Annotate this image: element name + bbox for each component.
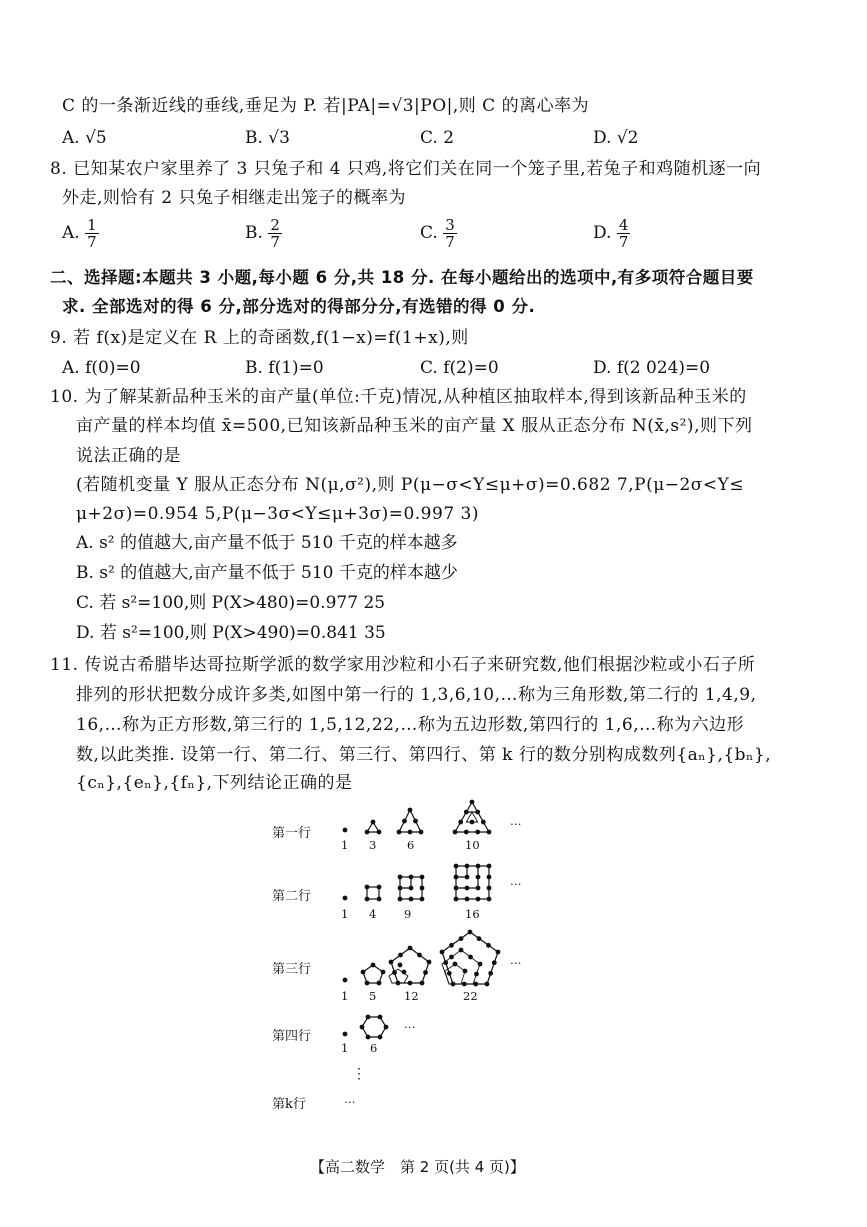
figure-row-label-k: 第k行 bbox=[272, 1097, 306, 1112]
q8-option-a-denominator: 7 bbox=[87, 233, 97, 251]
q7-option-d: D. √2 bbox=[593, 128, 639, 148]
q10-option-c: C. 若 s²=100,则 P(X>480)=0.977 25 bbox=[76, 593, 386, 613]
pentagon-22 bbox=[440, 930, 500, 986]
q11-stem-line3: 16,…称为正方形数,第三行的 1,5,12,22,…称为五边形数,第四行的 1,6,…称为六边形 bbox=[76, 715, 745, 735]
q11-stem-line1: 11. 传说古希腊毕达哥拉斯学派的数学家用沙粒和小石子来研究数,他们根据沙粒或小石子所 bbox=[50, 655, 756, 675]
q7-option-b: B. √3 bbox=[245, 128, 290, 148]
hexagon-1 bbox=[343, 1032, 347, 1036]
q10-option-d: D. 若 s²=100,则 P(X>490)=0.841 35 bbox=[76, 623, 386, 643]
q11-stem-line2: 排列的形状把数分成许多类,如图中第一行的 1,3,6,10,…称为三角形数,第二行的 1,4,9, bbox=[76, 685, 757, 705]
q11-stem-line4: 数,以此类推. 设第一行、第二行、第三行、第四行、第 k 行的数分别构成数列{aₙ},{bₙ}, bbox=[76, 745, 772, 765]
row1-ellipsis: … bbox=[510, 814, 522, 828]
q10-note-line2: μ+2σ)=0.954 5,P(μ−3σ<Y≤μ+3σ)=0.997 3) bbox=[76, 504, 479, 524]
q8-option-d-denominator: 7 bbox=[618, 233, 629, 251]
pentagon-5 bbox=[361, 963, 385, 985]
row3-number-1: 1 bbox=[341, 989, 349, 1003]
figure-row-label-3: 第三行 bbox=[272, 962, 312, 977]
q9-option-b: B. f(1)=0 bbox=[245, 358, 324, 378]
row1-number-4: 10 bbox=[465, 838, 480, 852]
row1-number-3: 6 bbox=[407, 838, 415, 852]
q8-option-c-numerator: 3 bbox=[445, 216, 455, 234]
q10-stem-line2: 亩产量的样本均值 x̄=500,已知该新品种玉米的亩产量 X 服从正态分布 N(x̄,s²),则下列 bbox=[76, 416, 753, 436]
row3-number-4: 22 bbox=[463, 989, 478, 1003]
row2-number-3: 9 bbox=[404, 907, 412, 921]
row4-ellipsis: … bbox=[404, 1017, 416, 1031]
q8-option-a-numerator: 1 bbox=[87, 216, 97, 234]
q10-stem-line1: 10. 为了解某新品种玉米的亩产量(单位:千克)情况,从种植区抽取样本,得到该新品种玉米的 bbox=[50, 387, 747, 407]
triangle-10 bbox=[453, 800, 491, 834]
figure-row-label-2: 第二行 bbox=[272, 889, 312, 904]
row1-number-2: 3 bbox=[369, 838, 377, 852]
q10-option-b: B. s² 的值越大,亩产量不低于 510 千克的样本越少 bbox=[76, 563, 458, 583]
row4-number-2: 6 bbox=[370, 1041, 378, 1055]
q9-stem: 9. 若 f(x)是定义在 R 上的奇函数,f(1−x)=f(1+x),则 bbox=[50, 328, 469, 348]
row3-number-2: 5 bbox=[369, 989, 377, 1003]
square-1 bbox=[343, 896, 347, 900]
row3-ellipsis: … bbox=[510, 953, 522, 967]
figure-row-label-1: 第一行 bbox=[272, 826, 312, 841]
pentagon-1 bbox=[343, 978, 347, 982]
figure-vertical-dots: ⋮ bbox=[352, 1066, 366, 1082]
q8-option-d-label: D. bbox=[593, 223, 612, 243]
q10-option-a: A. s² 的值越大,亩产量不低于 510 千克的样本越多 bbox=[76, 533, 458, 553]
q7-stem-continuation: C 的一条渐近线的垂线,垂足为 P. 若|PA|=√3|PO|,则 C 的离心率为 bbox=[62, 96, 590, 116]
page-footer: 【高二数学 第 2 页(共 4 页)】 bbox=[310, 1158, 525, 1176]
figure-row-label-4: 第四行 bbox=[272, 1029, 312, 1044]
square-4 bbox=[365, 885, 381, 901]
q8-option-b-denominator: 7 bbox=[270, 233, 280, 251]
hexagon-6 bbox=[360, 1015, 388, 1039]
row1-number-1: 1 bbox=[341, 838, 349, 852]
q8-option-b-label: B. bbox=[245, 223, 263, 243]
q9-option-c: C. f(2)=0 bbox=[420, 358, 499, 378]
row2-ellipsis: … bbox=[510, 874, 522, 888]
q7-option-a: A. √5 bbox=[62, 128, 107, 148]
row2-number-1: 1 bbox=[341, 907, 349, 921]
row4-number-1: 1 bbox=[341, 1041, 349, 1055]
q8-option-c-denominator: 7 bbox=[445, 233, 455, 251]
section2-header-line2: 求. 全部选对的得 6 分,部分选对的得部分分,有选错的得 0 分. bbox=[62, 297, 536, 316]
q9-option-d: D. f(2 024)=0 bbox=[593, 358, 711, 378]
row2-number-4: 16 bbox=[465, 907, 480, 921]
q7-option-c: C. 2 bbox=[420, 128, 455, 148]
q8-option-b-numerator: 2 bbox=[270, 216, 280, 234]
square-9 bbox=[398, 875, 424, 901]
q10-stem-line3: 说法正确的是 bbox=[76, 446, 181, 466]
q8-stem-line2: 外走,则恰有 2 只兔子相继走出笼子的概率为 bbox=[62, 188, 407, 208]
triangle-1 bbox=[343, 828, 347, 832]
row3-number-3: 12 bbox=[404, 989, 419, 1003]
q8-stem-line1: 8. 已知某农户家里养了 3 只兔子和 4 只鸡,将它们关在同一个笼子里,若兔子和鸡随机逐一向 bbox=[50, 159, 762, 179]
q10-note-line1: (若随机变量 Y 服从正态分布 N(μ,σ²),则 P(μ−σ<Y≤μ+σ)=0.682 7,P(μ−2σ<Y≤ bbox=[76, 475, 745, 495]
pentagon-12 bbox=[389, 946, 431, 985]
section2-header-line1: 二、选择题:本题共 3 小题,每小题 6 分,共 18 分. 在每小题给出的选项中,有多项符合题目要 bbox=[50, 268, 754, 287]
q8-option-a-label: A. bbox=[62, 223, 80, 243]
square-16 bbox=[454, 864, 491, 901]
triangle-6 bbox=[397, 808, 423, 834]
row2-number-2: 4 bbox=[369, 907, 377, 921]
q11-stem-line5: {cₙ},{eₙ},{fₙ},下列结论正确的是 bbox=[76, 773, 353, 793]
q9-option-a: A. f(0)=0 bbox=[62, 358, 141, 378]
rowk-ellipsis: … bbox=[344, 1092, 356, 1106]
q8-option-c-label: C. bbox=[420, 223, 438, 243]
q8-option-d-numerator: 4 bbox=[618, 216, 629, 234]
